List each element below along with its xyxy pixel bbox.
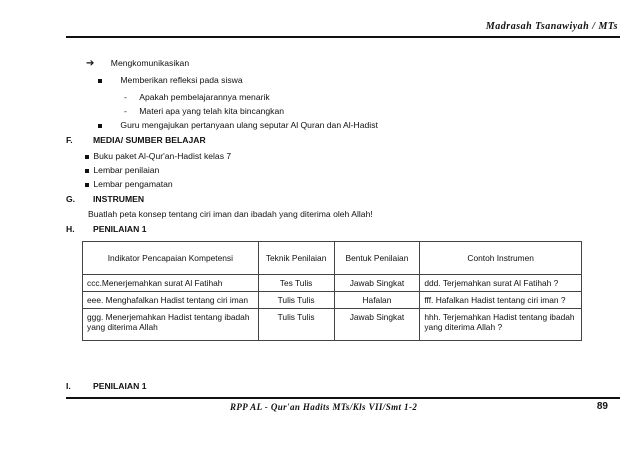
column-header: Bentuk Penilaian — [334, 242, 420, 275]
sub-text: Apakah pembelajarannya menarik — [139, 92, 270, 102]
square-bullet-icon — [85, 155, 89, 159]
square-bullet-icon — [98, 79, 102, 83]
column-header: Indikator Pencapaian Kompetensi — [83, 242, 259, 275]
section-f-title: MEDIA/ SUMBER BELAJAR — [93, 135, 206, 145]
communication-sub-1 — [124, 92, 270, 102]
footer-rule — [66, 397, 620, 399]
section-i-title: PENILAIAN 1 — [93, 381, 147, 391]
page-number: 89 — [596, 401, 608, 412]
table-row — [83, 309, 582, 341]
footer-text: RPP AL - Qur'an Hadits MTs/Kls VII/Smt 1-2 — [230, 402, 418, 412]
section-g-title: INSTRUMEN — [93, 194, 145, 204]
communication-sub-2 — [124, 106, 284, 116]
table-cell: Jawab Singkat — [334, 309, 420, 341]
table-cell: Tulis Tulis — [258, 292, 334, 309]
table-cell: ggg. Menerjemahkan Hadist tentang ibadah yang diterima Allah — [83, 309, 259, 341]
section-h-letter: H. — [66, 224, 75, 234]
communication-bullet-2 — [98, 120, 378, 130]
section-f-letter: F. — [66, 135, 73, 145]
communication-bullet-1 — [98, 75, 243, 85]
table-row — [83, 275, 582, 292]
table-cell: Jawab Singkat — [334, 275, 420, 292]
communication-heading-row — [86, 58, 189, 69]
media-item-text: Lembar pengamatan — [93, 179, 173, 189]
bullet-text: Memberikan refleksi pada siswa — [120, 75, 243, 85]
table-cell: Tes Tulis — [258, 275, 334, 292]
media-item — [85, 165, 159, 175]
bullet-text: Guru mengajukan pertanyaan ulang seputar Al Quran dan Al-Hadist — [120, 120, 378, 130]
column-header: Contoh Instrumen — [420, 242, 582, 275]
table-cell: eee. Menghafalkan Hadist tentang ciri iman — [83, 292, 259, 309]
header-title: Madrasah Tsanawiyah / MTs — [485, 21, 618, 32]
square-bullet-icon — [98, 124, 102, 128]
dash-bullet: - — [124, 106, 127, 116]
assessment-table — [82, 241, 582, 341]
table-cell: hhh. Terjemahkan Hadist tentang ibadah yang diterima Allah ? — [420, 309, 582, 341]
table-row — [83, 292, 582, 309]
table-cell: ccc.Menerjemahkan surat Al Fatihah — [83, 275, 259, 292]
table-cell: Tulis Tulis — [258, 309, 334, 341]
section-h-title: PENILAIAN 1 — [93, 224, 147, 234]
table-header-row — [83, 242, 582, 275]
media-item — [85, 179, 173, 189]
sub-text: Materi apa yang telah kita bincangkan — [139, 106, 285, 116]
dash-bullet: - — [124, 92, 127, 102]
instrument-text: Buatlah peta konsep tentang ciri iman dan ibadah yang diterima oleh Allah! — [88, 209, 373, 219]
square-bullet-icon — [85, 183, 89, 187]
square-bullet-icon — [85, 169, 89, 173]
table-cell: ddd. Terjemahkan surat Al Fatihah ? — [420, 275, 582, 292]
media-item-text: Lembar penilaian — [93, 165, 160, 175]
table-cell: fff. Hafalkan Hadist tentang ciri iman ? — [420, 292, 582, 309]
column-header: Teknik Penilaian — [258, 242, 334, 275]
arrow-bullet-icon: ➔ — [86, 58, 95, 69]
section-i-letter: I. — [66, 381, 71, 391]
communication-heading: Mengkomunikasikan — [110, 58, 190, 68]
table-cell: Hafalan — [334, 292, 420, 309]
section-g-letter: G. — [66, 194, 76, 204]
header-rule — [66, 36, 620, 38]
media-item — [85, 151, 231, 161]
media-item-text: Buku paket Al-Qur'an-Hadist kelas 7 — [93, 151, 232, 161]
